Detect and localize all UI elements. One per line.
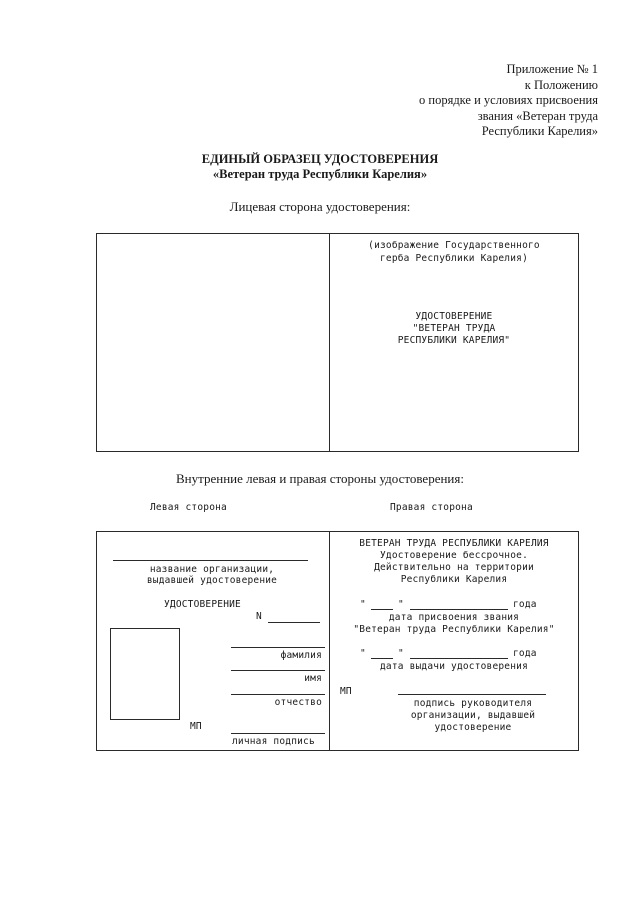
- award-month-line: [410, 609, 508, 610]
- cert-title-line: "ВЕТЕРАН ТРУДА: [412, 323, 496, 334]
- emblem-placeholder-line: герба Республики Карелия): [380, 253, 528, 264]
- signature-line: [231, 733, 325, 734]
- left-cert-title: УДОСТОВЕРЕНИЕ: [164, 599, 241, 610]
- appendix-line: Приложение № 1: [506, 62, 598, 76]
- org-name-caption: выдавшей удостоверение: [146, 575, 278, 586]
- front-side-heading: Лицевая сторона удостоверения:: [229, 199, 411, 214]
- award-date-caption: дата присвоения звания: [388, 612, 520, 623]
- card-fold-line: [329, 233, 330, 452]
- appendix-line: звания «Ветеран труда: [477, 108, 598, 123]
- patronymic-line: [231, 694, 325, 695]
- document-title: ЕДИНЫЙ ОБРАЗЕЦ УДОСТОВЕРЕНИЯ: [201, 152, 439, 166]
- org-name-caption: название организации,: [149, 564, 275, 575]
- appendix-block: [419, 62, 598, 140]
- head-signature-line: [398, 694, 546, 695]
- appendix-line: Республики Карелия»: [481, 124, 598, 138]
- cert-number-label: N: [256, 611, 262, 622]
- issue-date-quote: ": [360, 648, 366, 659]
- right-stamp-label: МП: [340, 686, 352, 697]
- cert-title-line: РЕСПУБЛИКИ КАРЕЛИЯ": [397, 335, 511, 346]
- right-header-line: Действительно на территории: [374, 562, 534, 573]
- cert-number-line: [268, 622, 320, 623]
- surname-line: [231, 647, 325, 648]
- award-day-line: [371, 609, 393, 610]
- issue-year-label: года: [513, 648, 537, 659]
- cert-title-line: УДОСТОВЕРЕНИЕ: [415, 311, 493, 322]
- name-caption: имя: [304, 673, 322, 684]
- right-side-label: Правая сторона: [390, 502, 473, 513]
- left-side-label: Левая сторона: [150, 502, 227, 513]
- patronymic-caption: отчество: [274, 697, 322, 708]
- issue-date-caption: дата выдачи удостоверения: [380, 661, 528, 672]
- issue-day-line: [371, 658, 393, 659]
- surname-caption: фамилия: [280, 650, 322, 661]
- issue-date-quote: ": [398, 648, 404, 659]
- head-signature-caption: удостоверение: [434, 722, 512, 733]
- inner-sides-heading: Внутренние левая и правая стороны удостоверения:: [176, 471, 464, 486]
- right-header-line: Удостоверение бессрочное.: [380, 550, 528, 561]
- award-date-quote: ": [360, 599, 366, 610]
- name-line: [231, 670, 325, 671]
- award-year-label: года: [513, 599, 537, 610]
- emblem-placeholder-line: (изображение Государственного: [368, 240, 540, 251]
- right-header-line: ВЕТЕРАН ТРУДА РЕСПУБЛИКИ КАРЕЛИЯ: [359, 538, 549, 549]
- head-signature-caption: организации, выдавшей: [410, 710, 536, 721]
- appendix-line: к Положению: [524, 77, 598, 92]
- signature-caption: личная подпись: [232, 736, 315, 747]
- org-name-line: [113, 560, 308, 561]
- award-date-quote: ": [398, 599, 404, 610]
- award-date-caption: "Ветеран труда Республики Карелия": [353, 624, 555, 635]
- card-fold-line: [329, 531, 330, 751]
- left-stamp-label: МП: [190, 721, 202, 732]
- issue-month-line: [410, 658, 508, 659]
- right-header-line: Республики Карелия: [400, 574, 508, 585]
- head-signature-caption: подпись руководителя: [413, 698, 533, 709]
- document-subtitle: «Ветеран труда Республики Карелия»: [212, 167, 428, 181]
- appendix-line: о порядке и условиях присвоения: [419, 93, 598, 107]
- photo-placeholder: [110, 628, 180, 720]
